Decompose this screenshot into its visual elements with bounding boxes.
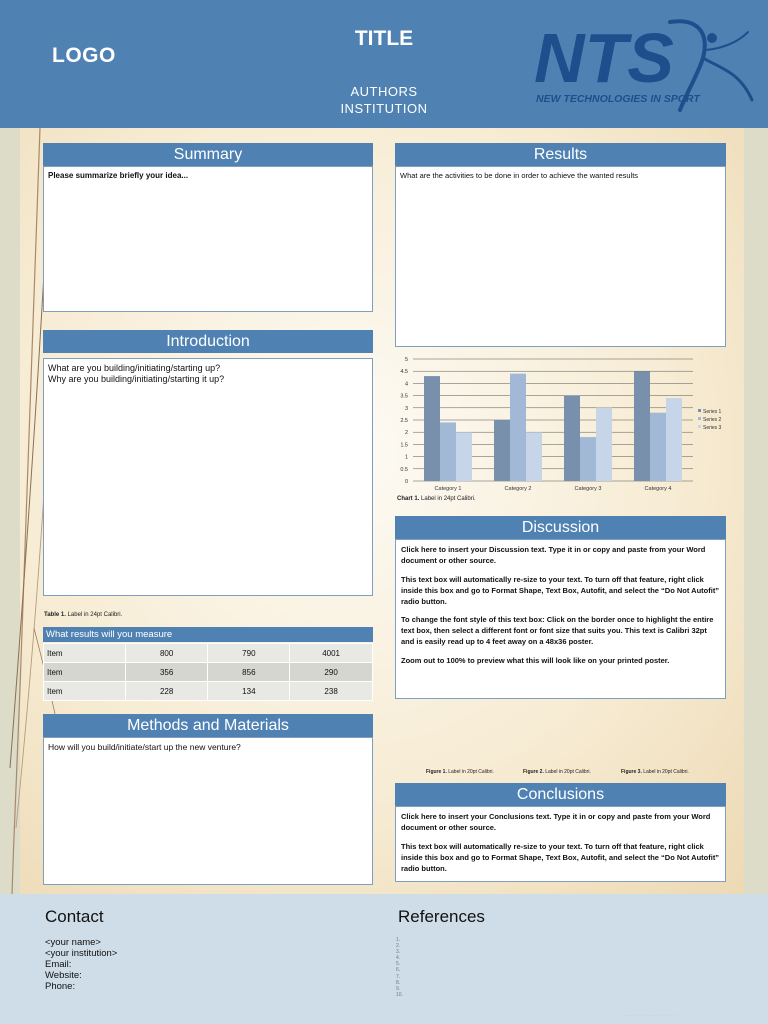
- poster-authors[interactable]: AUTHORS: [350, 84, 418, 99]
- chart-x-tick-label: Category 3: [574, 486, 602, 492]
- chart-bar: [510, 374, 526, 481]
- table-heading: What results will you measure: [43, 627, 373, 642]
- chart-y-tick-label: 3.5: [400, 393, 408, 400]
- nts-logo-tagline: NEW TECHNOLOGIES IN SPORT: [536, 93, 700, 105]
- reference-item: 7.: [396, 973, 401, 980]
- figure-2-text: Label in 20pt Calibri.: [545, 769, 591, 775]
- reference-item: 10.: [396, 991, 403, 998]
- table-cell[interactable]: 4001: [290, 644, 373, 663]
- table-row: [44, 682, 373, 701]
- figure-1-caption: [426, 769, 494, 775]
- chart-bar: [440, 422, 456, 481]
- figure-1-label: Figure 1.: [426, 769, 447, 775]
- conclusions-paragraph-1: Click here to insert your Conclusions text. Type it in or copy and paste from your Word document or other source.: [401, 812, 711, 832]
- chart-legend-label: Series 2: [703, 417, 722, 423]
- introduction-textbox[interactable]: [43, 358, 373, 596]
- logo-placeholder: LOGO: [52, 44, 116, 67]
- reference-item: 9.: [396, 985, 401, 992]
- right-border-strip: [744, 128, 768, 894]
- chart-bar: [456, 432, 472, 481]
- table-row: [44, 663, 373, 682]
- contact-institution[interactable]: <your institution>: [45, 948, 118, 959]
- table-cell[interactable]: 228: [125, 682, 208, 701]
- introduction-text[interactable]: [44, 359, 372, 390]
- results-table: [43, 643, 373, 701]
- discussion-paragraph-1: Click here to insert your Discussion text. Type it in or copy and paste from your Word document or other source.: [401, 545, 706, 565]
- chart-y-tick-label: 1.5: [400, 442, 408, 449]
- figure-3-caption: [621, 769, 689, 775]
- chart-caption-label: Chart 1.: [397, 496, 420, 502]
- chart-bar: [564, 396, 580, 481]
- introduction-line-2: Why are you building/initiating/starting it up?: [48, 374, 225, 385]
- chart-legend-label: Series 1: [703, 409, 722, 415]
- chart-bar: [580, 437, 596, 481]
- table-cell[interactable]: Item: [44, 682, 126, 701]
- contact-name[interactable]: <your name>: [45, 937, 101, 948]
- conclusions-text[interactable]: [396, 807, 725, 887]
- chart-y-tick-label: 4: [404, 381, 408, 388]
- discussion-heading: Discussion: [395, 516, 726, 539]
- chart-y-tick-label: 3: [404, 405, 408, 412]
- chart-bar: [666, 398, 682, 481]
- discussion-paragraph-2: This text box will automatically re-size to your text. To turn off that feature, right click inside this box and go to Format Shape, Text Box, Autofit, and select the “Do Not Autofit” radio button.: [401, 574, 720, 606]
- copyright-microtext: · · · · · · · · · · · · · · · · · · · · · · · · · · · · · ·: [622, 1013, 677, 1017]
- chart-y-tick-label: 0.5: [400, 466, 408, 473]
- conclusions-textbox[interactable]: [395, 806, 726, 882]
- conclusions-heading: Conclusions: [395, 783, 726, 806]
- table-cell[interactable]: 290: [290, 663, 373, 682]
- table-caption: [44, 612, 122, 618]
- contact-heading: Contact: [45, 907, 104, 926]
- discussion-paragraph-4: Zoom out to 100% to preview what this will look like on your printed poster.: [401, 656, 670, 665]
- methods-heading: Methods and Materials: [43, 714, 373, 737]
- methods-text[interactable]: How will you build/initiate/start up the new venture?: [48, 742, 241, 752]
- chart-bar: [526, 432, 542, 481]
- figure-3-label: Figure 3.: [621, 769, 642, 775]
- results-heading: Results: [395, 143, 726, 166]
- reference-item: 5.: [396, 961, 401, 968]
- reference-item: 2.: [396, 943, 401, 950]
- chart-y-tick-label: 4.5: [400, 369, 408, 376]
- conclusions-paragraph-2: This text box will automatically re-size to your text. To turn off that feature, right click inside this box and go to Format Shape, Text Box, Autofit, and select the “Do Not Autofit” radio button.: [401, 841, 720, 873]
- nts-logo-abbr: NTS: [534, 19, 674, 97]
- table-row: [44, 644, 373, 663]
- references-heading: References: [398, 907, 485, 926]
- table-cell[interactable]: Item: [44, 663, 126, 682]
- chart-caption: [397, 496, 476, 502]
- reference-item: 6.: [396, 967, 401, 974]
- introduction-line-1: What are you building/initiating/starting up?: [48, 363, 221, 373]
- chart-x-tick-label: Category 1: [434, 486, 462, 492]
- figure-2-caption: [523, 769, 591, 775]
- chart-legend-label: Series 3: [703, 425, 722, 431]
- table-cell[interactable]: 134: [208, 682, 290, 701]
- table-cell[interactable]: 356: [125, 663, 208, 682]
- chart-y-tick-label: 2: [404, 430, 408, 437]
- bar-chart: [393, 353, 733, 493]
- chart-bar: [634, 371, 650, 481]
- summary-textbox[interactable]: [43, 166, 373, 312]
- reference-item: 3.: [396, 949, 401, 956]
- discussion-text[interactable]: [396, 540, 725, 680]
- references-list[interactable]: [396, 937, 403, 998]
- contact-phone[interactable]: Phone:: [45, 981, 76, 992]
- chart-caption-text: Label in 24pt Calibri.: [421, 496, 476, 502]
- summary-text[interactable]: Please summarize briefly your idea...: [48, 171, 189, 180]
- reference-item: 4.: [396, 955, 401, 962]
- chart-legend-swatch: [698, 409, 701, 412]
- contact-email[interactable]: Email:: [45, 959, 72, 970]
- table-cell[interactable]: 856: [208, 663, 290, 682]
- table-caption-label: Table 1.: [44, 612, 66, 618]
- chart-bar: [596, 408, 612, 481]
- introduction-heading: Introduction: [43, 330, 373, 353]
- table-cell[interactable]: Item: [44, 644, 126, 663]
- figure-2-label: Figure 2.: [523, 769, 544, 775]
- chart-y-tick-label: 5: [404, 357, 408, 363]
- chart-legend-swatch: [698, 425, 701, 428]
- contact-website[interactable]: Website:: [45, 970, 82, 981]
- table-cell[interactable]: 800: [125, 644, 208, 663]
- chart-bar: [424, 376, 440, 481]
- figure-3-text: Label in 20pt Calibri.: [643, 769, 689, 775]
- table-caption-text: Label in 24pt Calibri.: [67, 612, 123, 618]
- poster-title[interactable]: TITLE: [354, 27, 414, 50]
- table-cell[interactable]: 238: [290, 682, 373, 701]
- chart-bar: [650, 413, 666, 481]
- chart-bar: [494, 420, 510, 481]
- results-text[interactable]: What are the activities to be done in order to achieve the wanted results: [400, 171, 639, 180]
- poster-footer: [0, 894, 768, 1024]
- table-cell[interactable]: 790: [208, 644, 290, 663]
- reference-item: 8.: [396, 979, 401, 986]
- discussion-paragraph-3: To change the font style of this text box: Click on the border once to highlight the entire text box, then select a different font or font size that suits you. This text is Calibri 32pt and is easily read up to 4 feet away on a 48x36 poster.: [401, 615, 714, 647]
- chart-y-tick-label: 2.5: [400, 418, 408, 424]
- figure-1-text: Label in 20pt Calibri.: [448, 769, 494, 775]
- methods-textbox[interactable]: [43, 737, 373, 885]
- reference-item: 1.: [396, 937, 401, 943]
- chart-x-tick-label: Category 2: [504, 486, 532, 492]
- discussion-textbox[interactable]: [395, 539, 726, 699]
- chart-x-tick-label: Category 4: [644, 486, 672, 492]
- chart-y-tick-label: 1: [404, 454, 408, 461]
- nts-brand-logo: [520, 10, 760, 115]
- summary-heading: Summary: [43, 143, 373, 166]
- chart-legend-swatch: [698, 417, 701, 420]
- results-textbox[interactable]: [395, 166, 726, 347]
- chart-y-tick-label: 0: [404, 479, 408, 485]
- poster-institution[interactable]: INSTITUTION: [340, 101, 428, 116]
